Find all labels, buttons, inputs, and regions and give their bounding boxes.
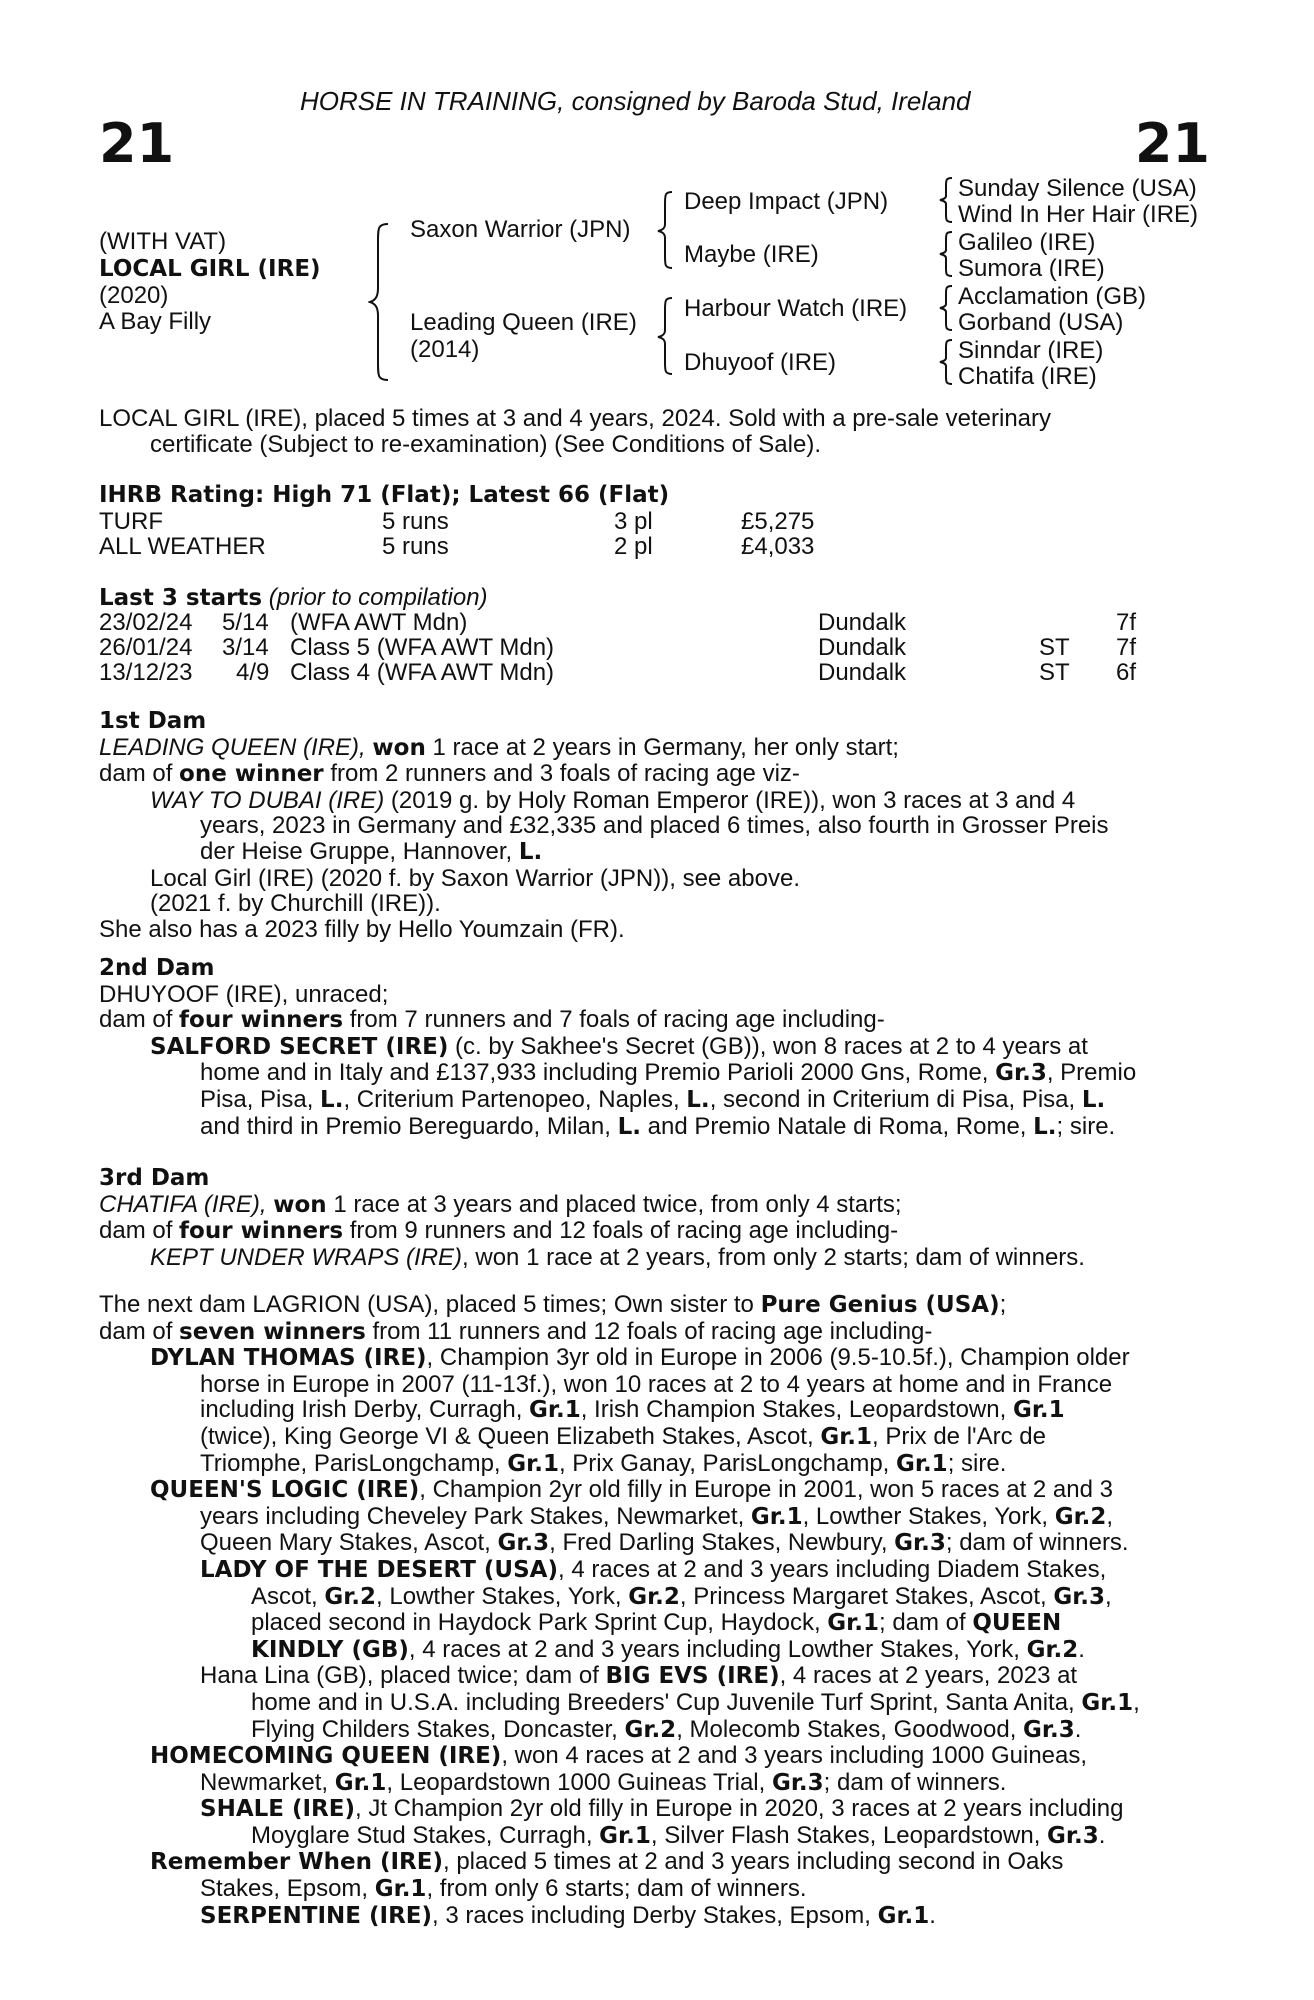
start-date: 26/01/24	[99, 634, 193, 661]
text-run: , 4 races at 2 years, 2023 at	[779, 1662, 1078, 1690]
text-run: from 2 runners and 3 foals of racing age viz-	[323, 760, 800, 788]
dam-name: LEADING QUEEN (IRE)	[99, 733, 360, 761]
second-dam-section	[99, 956, 1204, 1140]
bold-run: four winners	[179, 1218, 344, 1245]
text-run: ;	[999, 1291, 1007, 1318]
text-run: Stakes, Epsom,	[200, 1875, 375, 1903]
text-run: , Lowther Stakes, York,	[376, 1582, 629, 1610]
bold-run: Gr.1	[599, 1822, 651, 1849]
text-run: ,	[359, 733, 373, 761]
pedigree-brace-gg4	[938, 338, 956, 386]
start-going: ST	[1039, 659, 1070, 686]
bold-run: L.	[518, 838, 543, 865]
text-run: ; dam of winners.	[823, 1768, 1007, 1796]
summary-line: certificate (Subject to re-examination) (See Conditions of Sale).	[150, 430, 821, 458]
bold-run: Gr.1	[827, 1610, 879, 1637]
text-run: Moyglare Stud Stakes, Curragh,	[251, 1821, 600, 1849]
start-race: Class 4 (WFA AWT Mdn)	[290, 659, 555, 686]
text-run: , Jt Champion 2yr old filly in Europe in 2020, 3 races at 2 years including	[355, 1795, 1124, 1823]
pedigree-gg-1: Sunday Silence (USA)	[958, 175, 1197, 202]
text-line: horse in Europe in 2007 (11-13f.), won 10 races at 2 to 4 years at home and in France	[200, 1370, 1113, 1398]
bold-run: Gr.2	[1026, 1636, 1079, 1663]
bold-run: Pure Genius (USA)	[760, 1292, 1000, 1318]
rating-row-placed: 3 pl	[614, 508, 653, 535]
bold-run: LADY OF THE DESERT (USA)	[200, 1556, 558, 1583]
text-run: ; sire.	[1056, 1112, 1116, 1140]
summary-line: LOCAL GIRL (IRE), placed 5 times at 3 and 4 years, 2024. Sold with a pre-sale veterinary	[99, 405, 1052, 432]
rating-heading: IHRB Rating: High 71 (Flat); Latest 66 (Flat)	[99, 482, 670, 508]
bold-run: Gr.3	[995, 1060, 1047, 1087]
bold-run: four winners	[179, 1007, 344, 1034]
section-heading: 2nd Dam	[99, 955, 215, 981]
text-run: from 11 runners and 12 foals of racing age including-	[365, 1317, 933, 1345]
bold-run: SERPENTINE (IRE)	[200, 1902, 433, 1929]
start-course: Dundalk	[818, 634, 907, 661]
bold-run: L.	[320, 1086, 344, 1113]
bold-run: Gr.2	[624, 1716, 677, 1743]
horse-year: (2020)	[99, 282, 169, 309]
text-run: , Prix de l'Arc de	[872, 1422, 1046, 1450]
text-run: ; dam of	[878, 1609, 973, 1637]
third-dam-section	[99, 1166, 1204, 1270]
bold-run: Gr.1	[750, 1503, 803, 1530]
sale-summary	[99, 406, 1204, 457]
starts-heading	[99, 584, 488, 612]
bold-run: Gr.2	[1054, 1503, 1107, 1530]
text-run: (twice), King George VI & Queen Elizabeth Stakes, Ascot,	[200, 1422, 821, 1450]
text-run: , 3 races including Derby Stakes, Epsom,	[432, 1901, 878, 1929]
text-run: .	[929, 1901, 936, 1929]
start-date: 23/02/24	[99, 609, 193, 636]
bold-run: Gr.3	[1023, 1716, 1075, 1743]
pedigree-gg-4: Sumora (IRE)	[958, 255, 1105, 282]
vat-note: (WITH VAT)	[99, 228, 227, 255]
section-heading: 3rd Dam	[99, 1165, 210, 1191]
horse-description: A Bay Filly	[99, 308, 212, 335]
pedigree-brace-main	[368, 222, 394, 382]
text-run: , Criterium Partenopeo, Naples,	[343, 1085, 687, 1113]
text-run: , 4 races at 2 and 3 years including Diadem Stakes,	[557, 1555, 1107, 1583]
text-run: , Champion 2yr old filly in Europe in 2001, won 5 races at 2 and 3	[419, 1476, 1113, 1504]
pedigree-sire: Saxon Warrior (JPN)	[410, 216, 631, 243]
text-run: Pisa, Pisa,	[200, 1085, 321, 1113]
bold-run: Gr.3	[1053, 1583, 1106, 1610]
text-run: dam of	[99, 760, 180, 788]
text-run: ,	[1133, 1688, 1140, 1716]
start-position: 3/14	[222, 634, 269, 661]
text-run: , Silver Flash Stakes, Leopardstown,	[650, 1821, 1048, 1849]
bold-run: L.	[617, 1113, 641, 1140]
bold-run: Gr.3	[894, 1530, 946, 1557]
pedigree-brace-gg2	[938, 230, 956, 278]
text-run: .	[1078, 1635, 1085, 1663]
text-run: Hana Lina (GB), placed twice; dam of	[200, 1662, 606, 1690]
start-position: 5/14	[222, 609, 269, 636]
text-line: years, 2023 in Germany and £32,335 and placed 6 times, also fourth in Grosser Preis	[200, 812, 1109, 840]
text-run: , placed 5 times at 2 and 3 years including second in Oaks	[442, 1848, 1064, 1876]
text-run: , second in Criterium di Pisa, Pisa,	[709, 1085, 1082, 1113]
bold-run: Gr.2	[324, 1583, 377, 1610]
text-run: 1 race at 3 years and placed twice, from only 4 starts;	[326, 1190, 902, 1218]
text-run: ,	[1106, 1502, 1114, 1530]
text-run: 1 race at 2 years in Germany, her only start;	[425, 733, 899, 761]
bold-run: seven winners	[179, 1318, 366, 1345]
text-run: , Molecomb Stakes, Goodwood,	[676, 1715, 1024, 1743]
text-run: , Prix Ganay, ParisLongchamp,	[558, 1449, 896, 1477]
pedigree-brace-gg1	[938, 176, 956, 224]
text-run: Queen Mary Stakes, Ascot,	[200, 1529, 498, 1557]
bold-run: Remember When (IRE)	[150, 1849, 443, 1876]
pedigree-gg-8: Chatifa (IRE)	[958, 363, 1097, 390]
text-run: , from only 6 starts; dam of winners.	[426, 1875, 807, 1903]
text-run: , won 1 race at 2 years, from only 2 starts; dam of winners.	[462, 1243, 1085, 1271]
bold-run: HOMECOMING QUEEN (IRE)	[150, 1743, 502, 1770]
text-run: , Princess Margaret Stakes, Ascot,	[679, 1582, 1054, 1610]
text-run: (c. by Sakhee's Secret (GB)), won 8 races at 2 to 4 years at	[448, 1032, 1088, 1060]
bold-run: Gr.1	[1081, 1689, 1134, 1716]
bold-run: Gr.1	[1012, 1397, 1065, 1424]
pedigree-gg-6: Gorband (USA)	[958, 309, 1124, 336]
start-distance: 7f	[1116, 634, 1137, 661]
text-run: dam of	[99, 1217, 180, 1245]
text-run: placed second in Haydock Park Sprint Cup, Haydock,	[251, 1609, 828, 1637]
bold-run: QUEEN'S LOGIC (IRE)	[150, 1477, 420, 1504]
text-run: .	[1074, 1715, 1082, 1743]
text-run: Triomphe, ParisLongchamp,	[200, 1449, 508, 1477]
next-dam-section	[99, 1292, 1204, 1929]
start-date: 13/12/23	[99, 659, 193, 686]
pedigree-gg-3: Galileo (IRE)	[958, 229, 1096, 256]
bold-run: SHALE (IRE)	[200, 1796, 355, 1823]
text-run: and third in Premio Bereguardo, Milan,	[200, 1112, 618, 1140]
text-run: dam of	[99, 1006, 180, 1034]
text-run: and Premio Natale di Roma, Rome,	[640, 1112, 1034, 1140]
bold-run: Gr.1	[896, 1450, 948, 1477]
text-run: , Lowther Stakes, York,	[802, 1502, 1055, 1530]
start-position: 4/9	[236, 659, 270, 686]
bold-run: SALFORD SECRET (IRE)	[150, 1033, 449, 1060]
text-run: , Irish Champion Stakes, Leopardstown,	[580, 1396, 1013, 1424]
bold-run: QUEEN	[972, 1610, 1062, 1637]
text-run: years including Cheveley Park Stakes, Newmarket,	[200, 1502, 751, 1530]
bold-run: Gr.1	[877, 1902, 930, 1929]
text-run: ,	[1105, 1582, 1112, 1610]
pedigree-dam-year: (2014)	[410, 336, 480, 363]
bold-run: BIG EVS (IRE)	[605, 1663, 780, 1690]
text-run: , Premio	[1046, 1059, 1137, 1087]
bold-run: Gr.1	[334, 1769, 387, 1796]
text-run: dam of	[99, 1317, 180, 1345]
text-line: (2021 f. by Churchill (IRE)).	[150, 890, 441, 918]
pedigree-gg-5: Acclamation (GB)	[958, 283, 1147, 310]
starts-heading-bold: Last 3 starts	[99, 585, 263, 611]
start-race: (WFA AWT Mdn)	[290, 609, 468, 636]
first-dam-section	[99, 709, 1204, 942]
bold-run: won	[372, 734, 426, 761]
text-run: Ascot,	[251, 1582, 325, 1610]
text-run: home and in Italy and £137,933 including Premio Parioli 2000 Gns, Rome,	[200, 1059, 996, 1087]
bold-run: Gr.1	[374, 1876, 427, 1903]
rating-row-placed: 2 pl	[614, 533, 653, 560]
text-run: ,	[259, 1190, 274, 1218]
text-run: (2019 g. by Holy Roman Emperor (IRE)), won 3 races at 3 and 4	[384, 786, 1076, 814]
pedigree-dam-dam: Dhuyoof (IRE)	[684, 349, 837, 376]
text-run: Newmarket,	[200, 1768, 335, 1796]
text-run: .	[1098, 1821, 1106, 1849]
pedigree-brace-gg3	[938, 284, 956, 332]
rating-row-runs: 5 runs	[382, 533, 449, 560]
text-line: Local Girl (IRE) (2020 f. by Saxon Warrior (JPN)), see above.	[150, 864, 800, 892]
text-run: , Champion 3yr old in Europe in 2006 (9.5-10.5f.), Champion older	[426, 1344, 1130, 1372]
pedigree-dam: Leading Queen (IRE)	[410, 309, 637, 336]
lot-number-left: 21	[99, 112, 175, 175]
text-run: der Heise Gruppe, Hannover,	[200, 837, 519, 865]
bold-run: Gr.1	[529, 1397, 581, 1424]
bold-run: Gr.2	[628, 1583, 680, 1610]
bold-run: Gr.1	[507, 1450, 559, 1477]
start-course: Dundalk	[818, 659, 907, 686]
start-distance: 6f	[1116, 659, 1137, 686]
bold-run: one winner	[179, 761, 324, 788]
horse-name: LOCAL GIRL (IRE)	[99, 256, 321, 282]
text-run: including Irish Derby, Curragh,	[200, 1396, 530, 1424]
rating-row-prize: £4,033	[741, 533, 815, 560]
pedigree-gg-2: Wind In Her Hair (IRE)	[958, 201, 1199, 228]
pedigree-sire-sire: Deep Impact (JPN)	[684, 188, 889, 215]
text-run: Flying Childers Stakes, Doncaster,	[251, 1715, 625, 1743]
dam-name: CHATIFA (IRE)	[99, 1190, 260, 1218]
bold-run: Gr.3	[771, 1769, 824, 1796]
bold-run: L.	[686, 1086, 710, 1113]
rating-row-surface: TURF	[99, 508, 163, 535]
bold-run: DYLAN THOMAS (IRE)	[150, 1345, 427, 1372]
text-line: She also has a 2023 filly by Hello Youmzain (FR).	[99, 915, 625, 943]
bold-run: L.	[1081, 1086, 1106, 1113]
text-run: from 9 runners and 12 foals of racing age including-	[343, 1217, 899, 1245]
bold-run: won	[273, 1191, 327, 1218]
text-run: , 4 races at 2 and 3 years including Lowther Stakes, York,	[408, 1635, 1027, 1663]
text-run: ; dam of winners.	[945, 1529, 1129, 1557]
bold-run: KINDLY (GB)	[251, 1636, 409, 1663]
starts-heading-italic: (prior to compilation)	[268, 584, 488, 611]
bold-run: Gr.3	[1047, 1822, 1099, 1849]
bold-run: Gr.1	[820, 1423, 872, 1450]
pedigree-brace-dam	[656, 296, 676, 376]
pedigree-brace-sire	[656, 190, 676, 270]
pedigree-sire-dam: Maybe (IRE)	[684, 241, 819, 268]
bold-run: L.	[1033, 1113, 1057, 1140]
rating-row-runs: 5 runs	[382, 508, 449, 535]
text-run: The next dam LAGRION (USA), placed 5 times; Own sister to	[99, 1291, 761, 1318]
lot-number-right: 21	[1134, 112, 1210, 175]
text-run: ; sire.	[947, 1449, 1007, 1477]
text-run: , Leopardstown 1000 Guineas Trial,	[386, 1768, 772, 1796]
foal-name: KEPT UNDER WRAPS (IRE)	[150, 1243, 463, 1271]
pedigree-dam-sire: Harbour Watch (IRE)	[684, 295, 908, 322]
text-line: DHUYOOF (IRE), unraced;	[99, 980, 389, 1008]
text-run: home and in U.S.A. including Breeders' Cup Juvenile Turf Sprint, Santa Anita,	[251, 1688, 1082, 1716]
section-heading: 1st Dam	[99, 708, 207, 734]
bold-run: Gr.3	[497, 1530, 550, 1557]
text-run: from 7 runners and 7 foals of racing age including-	[343, 1006, 885, 1034]
text-run: , won 4 races at 2 and 3 years including 1000 Guineas,	[501, 1742, 1088, 1770]
text-run: , Fred Darling Stakes, Newbury,	[549, 1529, 895, 1557]
pedigree-gg-7: Sinndar (IRE)	[958, 337, 1104, 364]
rating-row-surface: ALL WEATHER	[99, 533, 266, 560]
page-header: HORSE IN TRAINING, consigned by Baroda Stud, Ireland	[300, 86, 971, 116]
foal-name: WAY TO DUBAI (IRE)	[150, 786, 385, 814]
start-distance: 7f	[1116, 609, 1137, 636]
start-going: ST	[1039, 634, 1070, 661]
start-race: Class 5 (WFA AWT Mdn)	[290, 634, 555, 661]
rating-row-prize: £5,275	[741, 508, 815, 535]
start-course: Dundalk	[818, 609, 907, 636]
